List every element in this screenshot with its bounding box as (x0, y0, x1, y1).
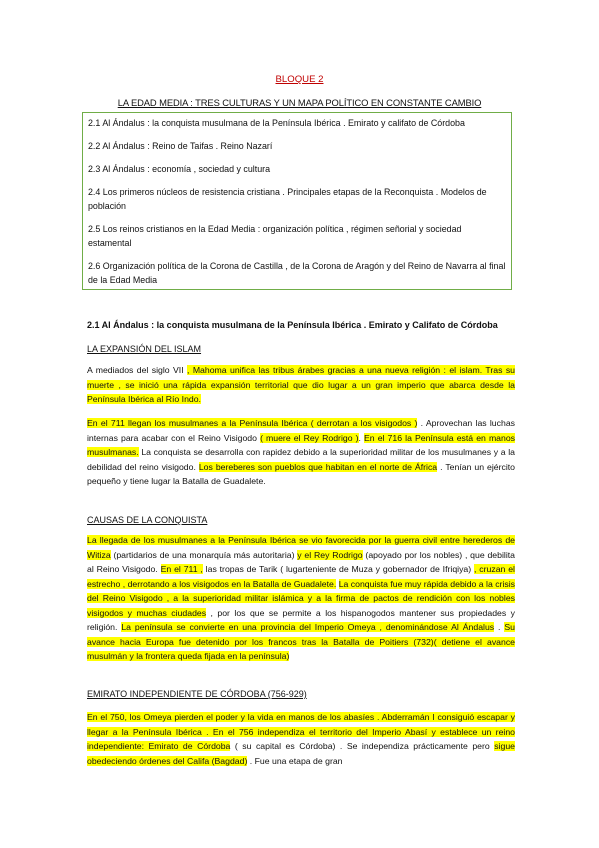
paragraph-emirato (87, 710, 515, 768)
toc-item: 2.3 Al Ándalus : economía , sociedad y cultura (88, 164, 271, 174)
highlighted-text: Los bereberes son pueblos que habitan en el norte de África (198, 461, 438, 472)
highlighted-text: La llegada de los musulmanes a la Península Ibérica se vio favorecida por la guerra civil entre herederos de Witiza (87, 535, 515, 560)
text-run: . (358, 432, 365, 443)
main-title: LA EDAD MEDIA : TRES CULTURAS Y UN MAPA POLÍTICO EN CONSTANTE CAMBIO (117, 97, 482, 108)
highlighted-text: La península se convierte en una provincia del Imperio Omeya , denominándose Al Ándalus (121, 622, 495, 632)
bloque-label: BLOQUE 2 (275, 74, 324, 85)
highlighted-text: Su avance hacia Europa fue detenido por los francos tras la Batalla de Poitiers (732) (87, 622, 515, 647)
text-run: . Fue una etapa de gran (247, 755, 343, 766)
text-run: ( su capital es Córdoba) . Se independiza prácticamente pero (230, 741, 495, 751)
text-run: La conquista se desarrolla con rapidez debido a la superioridad militar de los musulmanes y a la debilidad del reino visigodo. (87, 447, 515, 472)
highlighted-text: ( detiene el avance musulmán y la frontera queda fijada en la península) (87, 636, 515, 661)
highlighted-text: , cruzan el estrecho , derrotando a los visigodos en la Batalla de Guadalete. (87, 564, 515, 589)
highlighted-text: En el 716 la Península está en manos musulmanas. (87, 432, 516, 457)
highlighted-text: La conquista fue muy rápida debido a la crisis del Reino Visigodo , a la superioridad militar islámica y a la firma de pactos de rendición con los nobles visigodos y muchas ciudades (87, 578, 515, 618)
text-run: las tropas de Tarik ( lugarteniente de Muza y gobernador de Ifriqiya) (202, 564, 475, 574)
highlighted-text: En el 711 , (160, 564, 203, 574)
subheading-expansion: LA EXPANSIÓN DEL ISLAM (87, 344, 202, 354)
toc-item: 2.5 Los reinos cristianos en la Edad Media : organización política , régimen señorial y sociedad estamental (88, 224, 462, 248)
highlighted-text: En el 750, los Omeya pierden el poder y la vida en manos de los abasíes . Abderramán I consiguió escapar y llegar a la Península Ibérica . En el 756 independiza el territorio del Imperio Abasí y establece un reino independiente: Emirato de Córdoba (87, 712, 515, 751)
toc-item: 2.1 Al Ándalus : la conquista musulmana de la Península Ibérica . Emirato y califato de Córdoba (88, 118, 465, 128)
toc-item: 2.6 Organización política de la Corona de Castilla , de la Corona de Aragón y del Reino de Navarra al final de la Edad Media (88, 261, 506, 285)
text-run: . Aprovechan las luchas internas para acabar con el Reino Visigodo (87, 418, 515, 443)
toc-item: 2.2 Al Ándalus : Reino de Taifas . Reino Nazarí (88, 141, 273, 151)
section-heading: 2.1 Al Ándalus : la conquista musulmana de la Península Ibérica . Emirato y Califato de Córdoba (87, 320, 498, 330)
highlighted-text: y el Rey Rodrigo (297, 549, 363, 560)
paragraph-causas (87, 533, 515, 664)
paragraph-expansion-2 (87, 416, 515, 489)
text-run: . Tenían un ejército pequeño y tiene lugar la Batalla de Guadalete. (87, 461, 516, 486)
paragraph-expansion-1 (87, 363, 515, 407)
subheading-emirato: EMIRATO INDEPENDIENTE DE CÓRDOBA (756-929) (87, 689, 307, 699)
text-run: A mediados del siglo VII (87, 365, 188, 375)
text-run: . (494, 622, 505, 632)
highlighted-text: ( muere el Rey Rodrigo ) (260, 432, 359, 443)
highlighted-text: En el 711 llegan los musulmanes a la Península Ibérica ( derrotan a los visigodos ) (87, 418, 418, 428)
toc-item: 2.4 Los primeros núcleos de resistencia cristiana . Principales etapas de la Reconquista . Modelos de población (88, 187, 487, 211)
text-run: (partidarios de una monarquía más autoritaria) (110, 549, 298, 560)
text-run: (apoyado por los nobles) , que debilita al Reino Visigodo. (87, 549, 515, 574)
highlighted-text: , Mahoma unifica las tribus árabes gracias a una nueva religión : el islam. Tras su muerte , se inició una rápida expansión territorial que dio lugar a un gran imperio que abarca desde la Península Ibérica al Río Indo. (87, 365, 516, 404)
highlighted-text: sigue obedeciendo órdenes del Califa (Bagdad) (87, 741, 515, 766)
table-of-contents-box (82, 112, 512, 290)
subheading-causas: CAUSAS DE LA CONQUISTA (87, 515, 208, 525)
text-run: , por los que se permite a los hispanogodos mantener sus propiedades y religión. (87, 607, 516, 632)
